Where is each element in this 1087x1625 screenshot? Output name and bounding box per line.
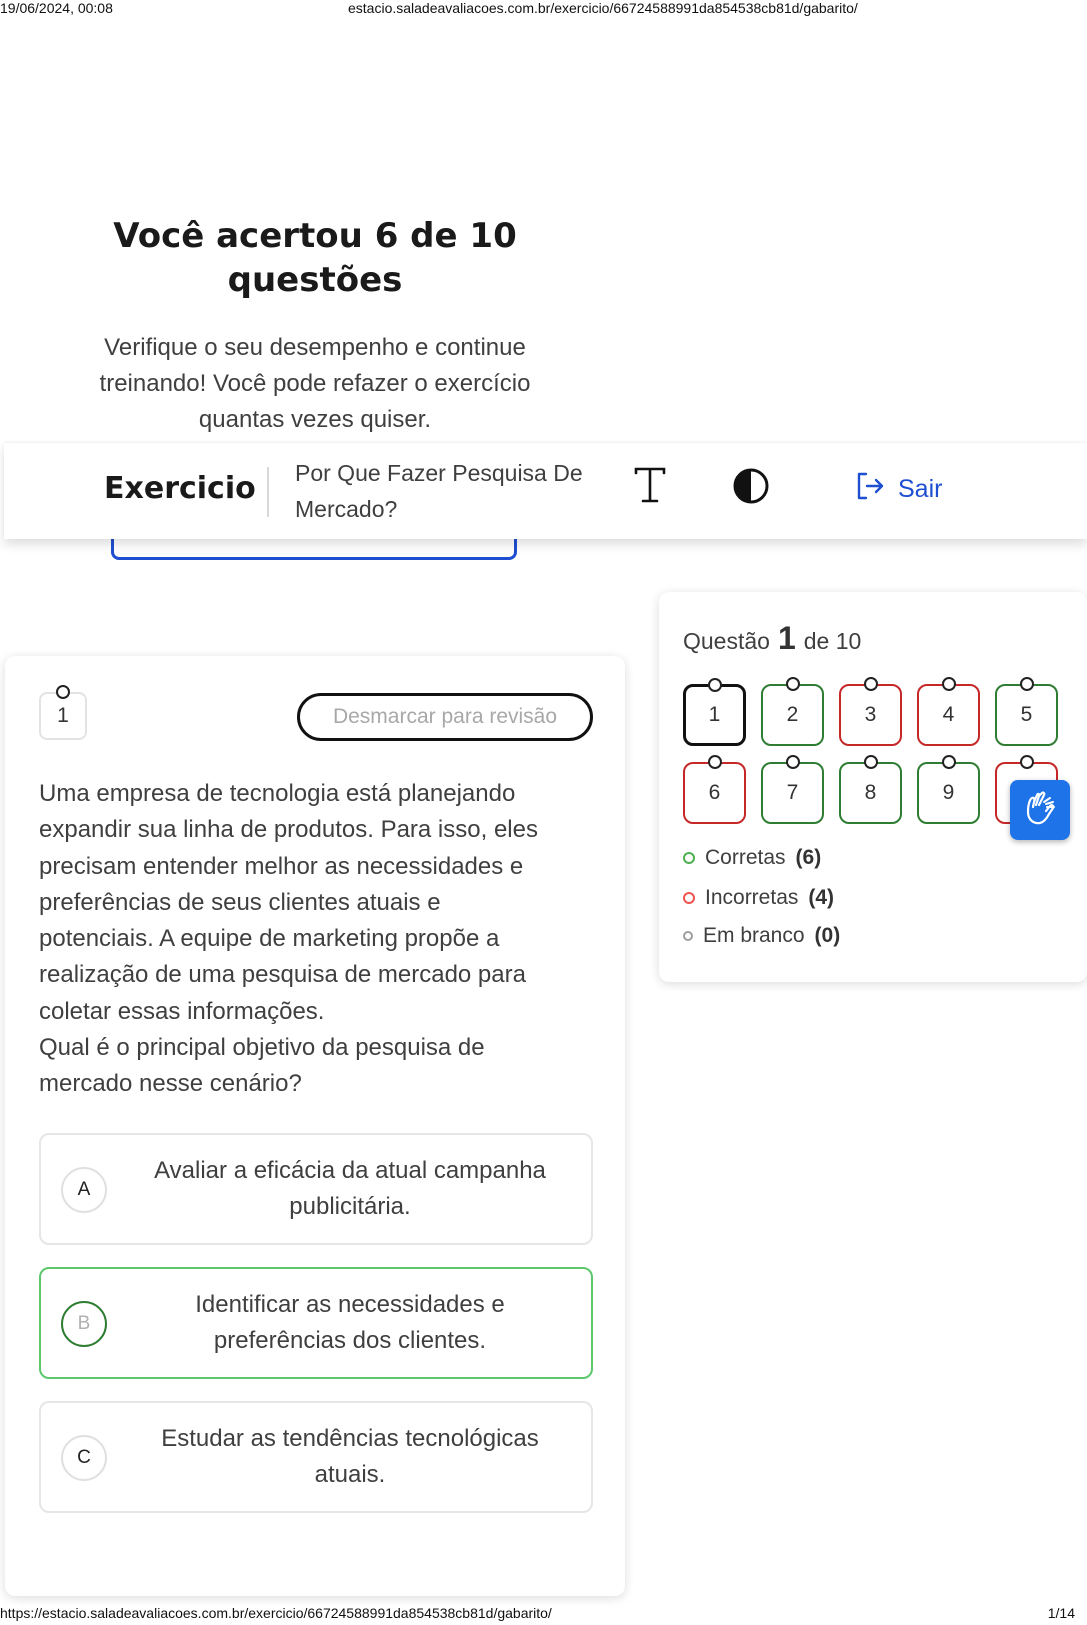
pin-icon: [708, 755, 722, 769]
legend-correct-label: Corretas: [705, 846, 786, 869]
pin-icon: [786, 677, 800, 691]
pin-icon: [942, 677, 956, 691]
question-nav-7[interactable]: [761, 762, 824, 824]
question-nav-label: 2: [786, 703, 799, 726]
question-nav-label: 1: [708, 703, 721, 726]
option-c[interactable]: [39, 1401, 593, 1513]
divider: [267, 467, 269, 517]
correct-dot-icon: [683, 852, 695, 864]
question-nav-2[interactable]: [761, 684, 824, 746]
pin-icon: [1020, 677, 1034, 691]
question-nav-label: 9: [942, 781, 955, 804]
question-text-line: Qual é o principal objetivo da pesquisa de: [39, 1034, 485, 1062]
option-text: Avaliar a eficácia da atual campanha publicitária.: [154, 1157, 546, 1220]
pin-icon: [864, 755, 878, 769]
result-subtitle: Verifique o seu desempenho e continue treinando! Você pode refazer o exercício quantas vezes quiser.: [99, 334, 531, 433]
exit-button[interactable]: [854, 469, 942, 509]
question-nav-8[interactable]: [839, 762, 902, 824]
legend-blank: [683, 924, 840, 948]
question-nav-label: 4: [942, 703, 955, 726]
question-text-line: preferências de seus clientes atuais e: [39, 888, 441, 916]
navigator-current: 1: [777, 620, 796, 656]
option-b[interactable]: [39, 1267, 593, 1379]
review-toggle-button[interactable]: Desmarcar para revisão: [297, 693, 593, 741]
exit-label: Sair: [898, 474, 943, 503]
print-header: [0, 0, 1087, 22]
option-letter: C: [61, 1435, 107, 1481]
legend-blank-label: Em branco: [703, 924, 805, 947]
top-bar: [4, 443, 1087, 539]
question-text-line: realização de uma pesquisa de mercado para: [39, 961, 526, 989]
option-a[interactable]: [39, 1133, 593, 1245]
legend-correct: [683, 846, 821, 870]
navigator-title: [683, 620, 861, 657]
print-header-url: estacio.saladeavaliacoes.com.br/exercicio/66724588991da854538cb81d/gabarito/: [348, 0, 858, 16]
pin-icon: [864, 677, 878, 691]
sign-language-icon[interactable]: [1010, 780, 1070, 840]
print-date: 19/06/2024, 00:08: [0, 0, 113, 16]
question-nav-label: 8: [864, 781, 877, 804]
question-text: [39, 776, 589, 1103]
question-text-line: potenciais. A equipe de marketing propõe a: [39, 925, 500, 953]
pin-icon: [1020, 755, 1034, 769]
pin-icon: [56, 685, 70, 699]
legend-wrong-count: (4): [808, 886, 835, 909]
logout-icon: [854, 470, 886, 509]
option-text: Identificar as necessidades e preferências dos clientes.: [195, 1291, 505, 1354]
print-footer-url: https://estacio.saladeavaliacoes.com.br/exercicio/66724588991da854538cb81d/gabarito/: [0, 1605, 552, 1621]
question-text-line: precisam entender melhor as necessidades e: [39, 852, 524, 880]
legend-blank-count: (0): [814, 924, 841, 947]
question-number-label: 1: [57, 704, 69, 727]
question-text-line: mercado nesse cenário?: [39, 1070, 302, 1098]
question-card: [5, 656, 625, 1596]
wrong-dot-icon: [683, 892, 695, 904]
question-number: [39, 692, 87, 740]
print-footer: [0, 1605, 1087, 1625]
contrast-icon[interactable]: [732, 467, 770, 505]
question-nav-5[interactable]: [995, 684, 1058, 746]
question-nav-label: 7: [786, 781, 799, 804]
option-letter: A: [61, 1167, 107, 1213]
pin-icon: [942, 755, 956, 769]
exercise-topic: Por Que Fazer Pesquisa De Mercado?: [295, 460, 583, 522]
question-text-line: coletar essas informações.: [39, 997, 325, 1025]
legend-correct-count: (6): [795, 846, 822, 869]
question-text-line: Uma empresa de tecnologia está planejando: [39, 780, 516, 807]
pin-icon: [786, 755, 800, 769]
legend-wrong-label: Incorretas: [705, 886, 799, 909]
question-nav-9[interactable]: [917, 762, 980, 824]
question-text-line: expandir sua linha de produtos. Para isso, eles: [39, 816, 538, 844]
blank-dot-icon: [683, 931, 693, 941]
question-nav-label: 5: [1020, 703, 1033, 726]
question-nav-1[interactable]: [683, 684, 746, 746]
option-text: Estudar as tendências tecnológicas atuais.: [161, 1425, 539, 1488]
print-page-number: 1/14: [1047, 1605, 1075, 1621]
navigator-prefix: Questão: [683, 628, 770, 654]
question-nav-label: 6: [708, 781, 721, 804]
brand-title: Exercicio: [104, 471, 256, 506]
navigator-suffix: de 10: [803, 628, 862, 654]
text-size-icon[interactable]: [630, 463, 670, 509]
result-title: Você acertou 6 de 10 questões: [113, 216, 517, 300]
question-nav-label: 3: [864, 703, 877, 726]
legend-wrong: [683, 886, 834, 910]
question-nav-3[interactable]: [839, 684, 902, 746]
pin-icon: [708, 678, 722, 692]
question-nav-6[interactable]: [683, 762, 746, 824]
question-nav-4[interactable]: [917, 684, 980, 746]
option-letter: B: [61, 1301, 107, 1347]
